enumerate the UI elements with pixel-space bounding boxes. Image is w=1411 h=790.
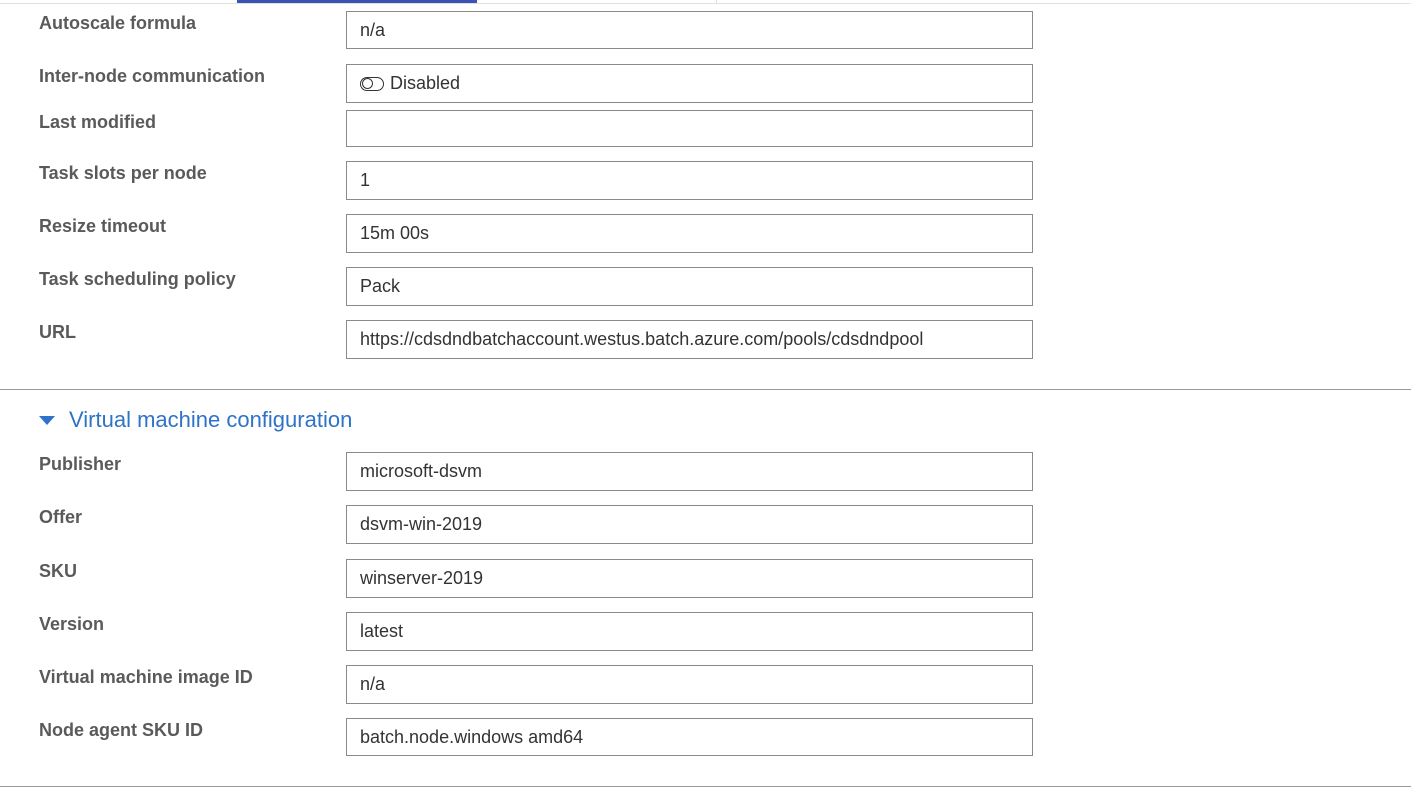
last-modified-field[interactable] (346, 110, 1033, 147)
vm-config-section-title: Virtual machine configuration (69, 407, 353, 432)
task-slots-label: Task slots per node (39, 163, 207, 183)
toggle-off-icon[interactable] (360, 77, 384, 91)
autoscale-formula-label: Autoscale formula (39, 13, 197, 33)
url-label: URL (39, 322, 76, 342)
last-modified-label: Last modified (39, 112, 157, 132)
inter-node-communication-value: Disabled (390, 73, 461, 93)
offer-field[interactable]: dsvm-win-2019 (346, 505, 1033, 544)
task-scheduling-policy-label: Task scheduling policy (39, 269, 236, 289)
section-divider-bottom (0, 786, 1411, 787)
tab-bar-border (0, 3, 1411, 4)
caret-down-icon (39, 416, 55, 425)
offer-label: Offer (39, 507, 83, 527)
node-agent-sku-field[interactable]: batch.node.windows amd64 (346, 718, 1033, 756)
resize-timeout-field[interactable]: 15m 00s (346, 214, 1033, 253)
url-field[interactable]: https://cdsdndbatchaccount.westus.batch.azure.com/pools/cdsdndpool (346, 320, 1033, 359)
task-scheduling-policy-field[interactable]: Pack (346, 267, 1033, 306)
vm-image-id-field[interactable]: n/a (346, 665, 1033, 704)
version-field[interactable]: latest (346, 612, 1033, 651)
vm-config-section-toggle[interactable] (39, 407, 352, 433)
inter-node-communication-field[interactable] (346, 64, 1033, 103)
tab-separator (716, 0, 717, 4)
sku-label: SKU (39, 561, 78, 581)
publisher-field[interactable]: microsoft-dsvm (346, 452, 1033, 491)
active-tab-indicator[interactable] (237, 0, 477, 3)
sku-field[interactable]: winserver-2019 (346, 559, 1033, 598)
node-agent-sku-label: Node agent SKU ID (39, 720, 204, 740)
inter-node-communication-label: Inter-node communication (39, 66, 266, 86)
section-divider (0, 389, 1411, 390)
task-slots-field[interactable]: 1 (346, 161, 1033, 200)
vm-image-id-label: Virtual machine image ID (39, 667, 253, 687)
autoscale-formula-field[interactable]: n/a (346, 11, 1033, 49)
publisher-label: Publisher (39, 454, 122, 474)
version-label: Version (39, 614, 105, 634)
resize-timeout-label: Resize timeout (39, 216, 167, 236)
